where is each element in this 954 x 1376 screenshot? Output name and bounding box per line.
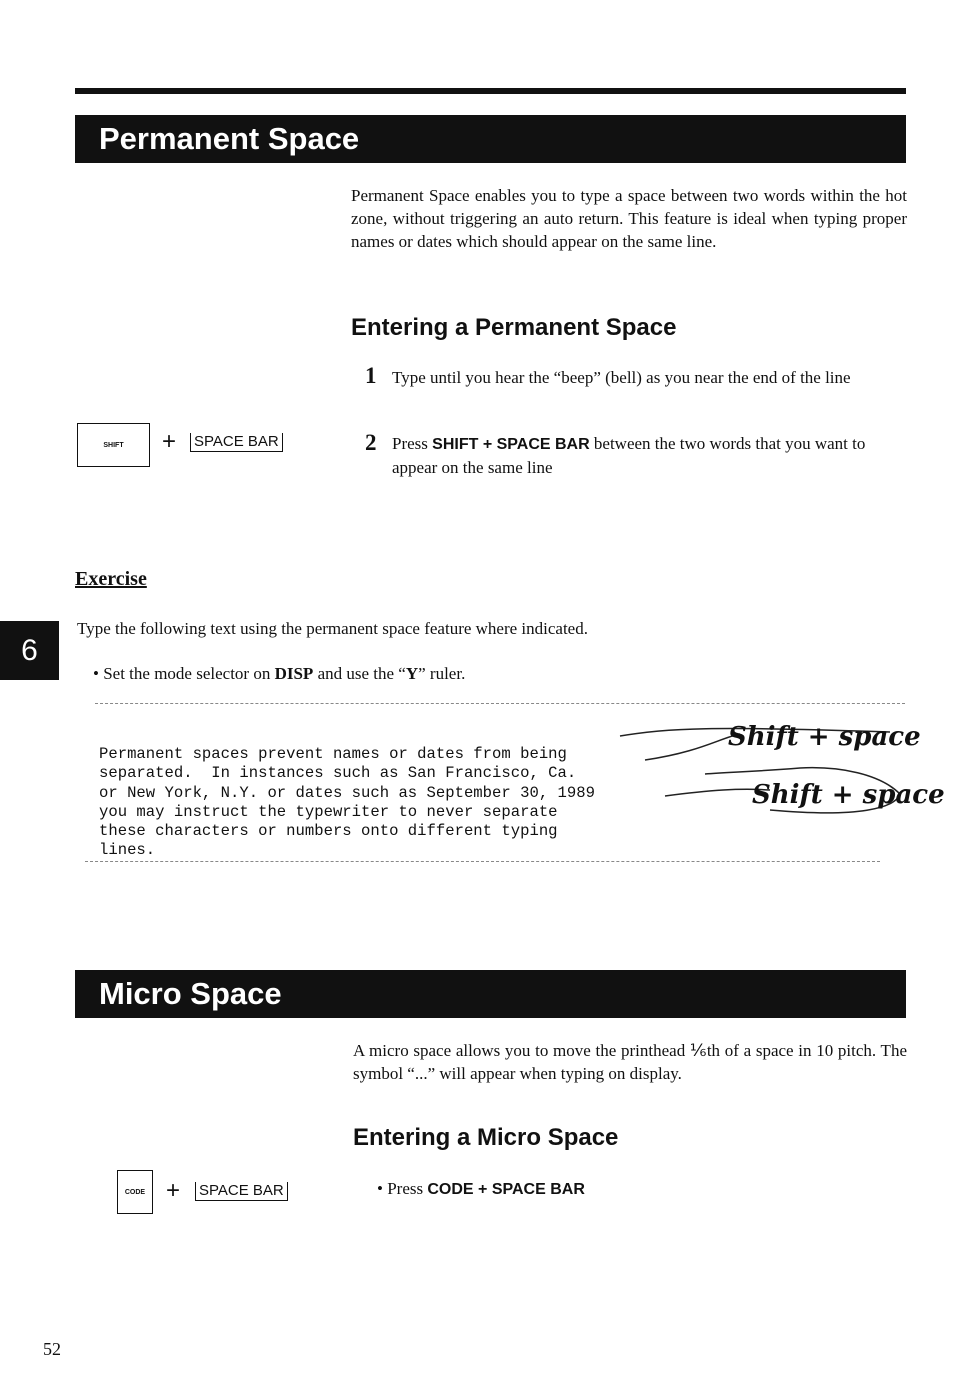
heading-entering-micro-space: Entering a Micro Space — [353, 1124, 619, 1151]
typed-sample-bottom-rule — [85, 861, 880, 862]
step-2-text — [392, 432, 907, 479]
step-1-number: 1 — [365, 363, 377, 388]
bullet-disp: DISP — [274, 664, 314, 683]
step-1-text: Type until you hear the “beep” (bell) as you near the end of the line — [392, 368, 851, 387]
typed-line: lines. — [99, 841, 156, 860]
section-banner-permanent-space: Permanent Space — [75, 115, 906, 163]
step-2-keys: SHIFT + SPACE BAR — [432, 436, 590, 453]
chapter-tab: 6 — [0, 621, 59, 680]
top-rule — [75, 88, 906, 94]
step-2-pre: Press — [392, 434, 433, 453]
space-bar-key-icon: SPACE BAR — [190, 433, 283, 452]
typed-sample-top-rule — [95, 703, 905, 704]
heading-entering-permanent-space: Entering a Permanent Space — [351, 314, 677, 341]
shift-key-icon: SHIFT — [77, 423, 150, 467]
step-2-post: between the two words that you want to appear on the same line — [392, 434, 866, 477]
bullet-mid: and use the “ — [313, 664, 406, 683]
handwritten-note-2: Shift + space — [752, 780, 945, 810]
plus-sign: + — [166, 1177, 181, 1204]
typed-line: these characters or numbers onto different typing — [99, 822, 558, 841]
micro-intro: A micro space allows you to move the printhead ⅙th of a space in 10 pitch. The symbol “...” will appear when typing on display. — [353, 1041, 907, 1083]
exercise-bullet: • Set the mode selector on DISP and use the “Y” ruler. — [93, 664, 466, 683]
micro-bullet: • Press CODE + SPACE BAR — [377, 1179, 585, 1198]
code-key-icon: CODE — [117, 1170, 153, 1214]
exercise-intro: Type the following text using the permanent space feature where indicated. — [77, 619, 588, 638]
micro-bullet-keys: CODE + SPACE BAR — [427, 1181, 585, 1198]
bullet-y: Y — [405, 664, 419, 683]
typed-line: or New York, N.Y. or dates such as September 30, 1989 — [99, 783, 595, 802]
exercise-heading: Exercise — [75, 568, 147, 590]
bullet-post: ” ruler. — [418, 664, 466, 683]
typed-sample — [99, 726, 595, 860]
handwritten-note-1: Shift + space — [728, 722, 921, 752]
space-bar-key-icon: SPACE BAR — [195, 1182, 288, 1201]
typed-line: separated. In instances such as San Francisco, Ca. — [99, 764, 577, 783]
permanent-intro: Permanent Space enables you to type a space between two words within the hot zone, without triggering an auto return. This feature is ideal when typing proper names or dates which should appear on the same line. — [351, 186, 907, 251]
bullet-pre: Set the mode selector on — [103, 664, 275, 683]
typed-line: Permanent spaces prevent names or dates from being — [99, 745, 567, 764]
step-2-number: 2 — [365, 430, 377, 455]
typed-line: you may instruct the typewriter to never separate — [99, 802, 558, 821]
page-number: 52 — [43, 1339, 61, 1359]
plus-sign: + — [162, 428, 177, 455]
micro-bullet-pre: Press — [387, 1179, 428, 1198]
section-banner-micro-space: Micro Space — [75, 970, 906, 1018]
